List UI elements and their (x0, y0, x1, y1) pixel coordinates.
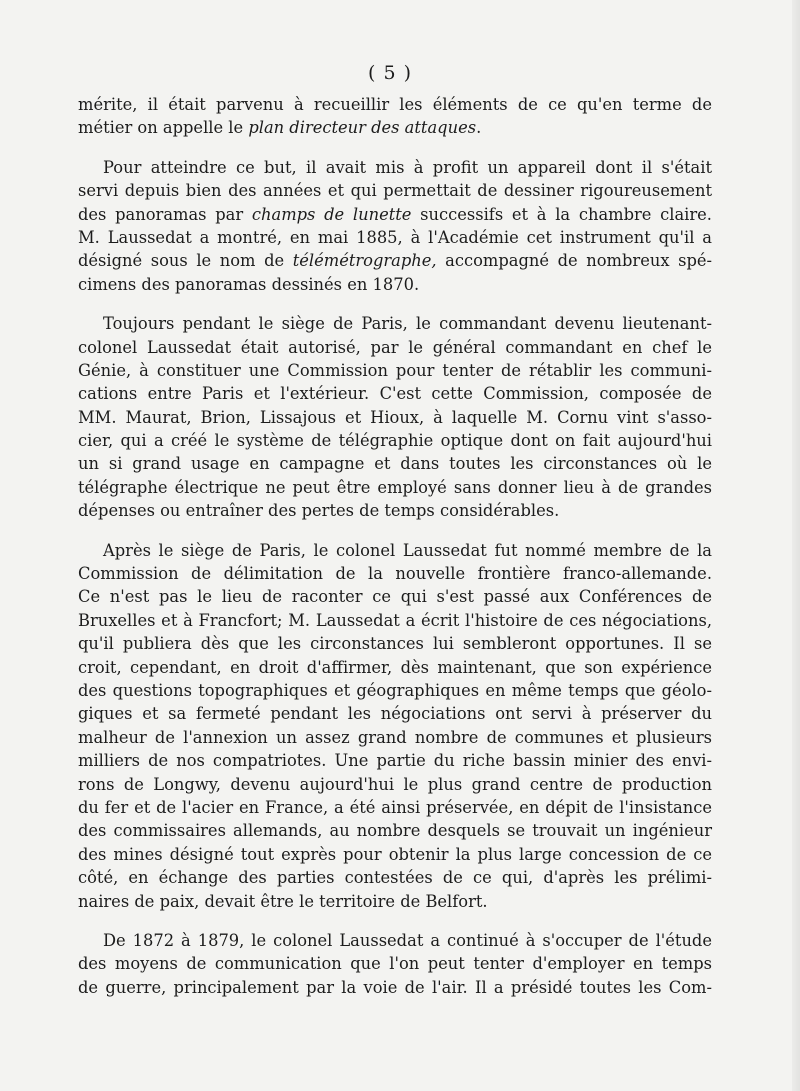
text-run: des moyens de communication que l'on peut tenter d'employer en temps (78, 954, 712, 974)
text-run: des mines désigné tout exprès pour obtenir la plus large concession de ce (78, 844, 712, 864)
text-run: côté, en échange des parties contestées de ce qui, d'après les prélimi- (78, 868, 712, 888)
text-line (78, 249, 712, 272)
text-line (78, 609, 712, 632)
italic-phrase: plan directeur des attaques (248, 118, 477, 138)
text-run: cimens des panoramas dessinés en 1870. (78, 274, 420, 294)
text-line (78, 499, 712, 522)
text-run: Bruxelles et à Francfort; M. Laussedat a écrit l'histoire de ces négociations, (78, 610, 712, 630)
paragraph-gap (78, 913, 712, 929)
text-line (78, 179, 712, 202)
text-run: accompagné de nombreux spé- (436, 251, 713, 271)
paragraph (78, 156, 712, 296)
text-line (78, 632, 712, 655)
text-line (78, 656, 712, 679)
text-line (78, 702, 712, 725)
text-run: M. Laussedat a montré, en mai 1885, à l'Académie cet instrument qu'il a (78, 227, 712, 247)
paragraph (78, 539, 712, 913)
text-line (78, 866, 712, 889)
text-line (78, 382, 712, 405)
text-run: giques et sa fermeté pendant les négociations ont servi à préserver du (78, 704, 712, 724)
text-line (78, 476, 712, 499)
text-run: servi depuis bien des années et qui permettait de dessiner rigoureusement (78, 181, 712, 201)
text-line (78, 952, 712, 975)
text-run: des questions topographiques et géographiques en même temps que géolo- (78, 680, 712, 700)
page-edge-shadow (792, 0, 800, 1091)
text-line (78, 156, 712, 179)
text-line (78, 562, 712, 585)
text-run: dépenses ou entraîner des pertes de temps considérables. (78, 501, 560, 521)
text-run: un si grand usage en campagne et dans toutes les circonstances où le (78, 454, 712, 474)
paragraph (78, 929, 712, 999)
text-line (78, 890, 712, 913)
text-line (78, 226, 712, 249)
text-line (78, 312, 712, 335)
text-line (78, 359, 712, 382)
text-run: Commission de délimitation de la nouvelle frontière franco-allemande. (78, 564, 712, 584)
page-number: ( 5 ) (368, 62, 412, 84)
text-run: Génie, à constituer une Commission pour tenter de rétablir les communi- (78, 360, 712, 380)
paragraph-gap (78, 140, 712, 156)
paragraph-gap (78, 523, 712, 539)
text-run: des commissaires allemands, au nombre desquels se trouvait un ingénieur (78, 821, 712, 841)
text-run: . (476, 118, 482, 138)
text-run: milliers de nos compatriotes. Une partie du riche bassin minier des envi- (78, 751, 712, 771)
text-run: croit, cependant, en droit d'affirmer, dès maintenant, que son expérience (78, 657, 712, 677)
text-run: qu'il publiera dès que les circonstances lui sembleront opportunes. Il se (78, 634, 712, 654)
text-line (78, 452, 712, 475)
italic-phrase: télémétrographe, (292, 251, 437, 271)
text-run: mérite, il était parvenu à recueillir les éléments de ce qu'en terme de (78, 95, 712, 114)
text-line (78, 116, 712, 139)
text-line (78, 429, 712, 452)
paragraph (78, 312, 712, 523)
paragraph (78, 93, 712, 140)
text-run: télégraphe électrique ne peut être employé sans donner lieu à de grandes (78, 477, 712, 497)
text-line (78, 203, 712, 226)
text-run: de guerre, principalement par la voie de l'air. Il a présidé toutes les Com- (78, 977, 712, 997)
text-line (78, 796, 712, 819)
text-line (78, 336, 712, 359)
text-line (78, 976, 712, 999)
text-line (78, 93, 712, 116)
text-line (78, 749, 712, 772)
text-line (78, 843, 712, 866)
text-line (78, 679, 712, 702)
text-run: MM. Maurat, Brion, Lissajous et Hioux, à laquelle M. Cornu vint s'asso- (78, 407, 712, 427)
text-run: Ce n'est pas le lieu de raconter ce qui s'est passé aux Conférences de (78, 587, 712, 607)
text-line (78, 726, 712, 749)
body-text (78, 93, 712, 999)
italic-phrase: champs de lunette (251, 204, 412, 224)
text-line (78, 406, 712, 429)
text-run: rons de Longwy, devenu aujourd'hui le plus grand centre de production (78, 774, 712, 794)
text-line (78, 929, 712, 952)
text-run: successifs et à la chambre claire. (411, 204, 712, 224)
text-run: naires de paix, devait être le territoire de Belfort. (78, 891, 488, 911)
text-run: colonel Laussedat était autorisé, par le général commandant en chef le (78, 337, 712, 357)
text-run: Pour atteindre ce but, il avait mis à profit un appareil dont il s'était (103, 157, 712, 177)
text-line (78, 773, 712, 796)
text-run: Toujours pendant le siège de Paris, le commandant devenu lieutenant- (103, 314, 712, 334)
text-line (78, 273, 712, 296)
text-run: des panoramas par (78, 204, 252, 224)
text-run: désigné sous le nom de (78, 251, 293, 271)
text-line (78, 819, 712, 842)
text-run: malheur de l'annexion un assez grand nombre de communes et plusieurs (78, 727, 712, 747)
paragraph-gap (78, 296, 712, 312)
text-run: Après le siège de Paris, le colonel Laussedat fut nommé membre de la (103, 540, 712, 560)
text-run: métier on appelle le (78, 118, 249, 138)
text-run: du fer et de l'acier en France, a été ainsi préservée, en dépit de l'insistance (78, 797, 712, 817)
text-run: De 1872 à 1879, le colonel Laussedat a continué à s'occuper de l'étude (103, 930, 712, 950)
text-run: cier, qui a créé le système de télégraphie optique dont on fait aujourd'hui (78, 431, 712, 451)
text-line (78, 585, 712, 608)
text-run: cations entre Paris et l'extérieur. C'est cette Commission, composée de (78, 384, 712, 404)
text-line (78, 539, 712, 562)
